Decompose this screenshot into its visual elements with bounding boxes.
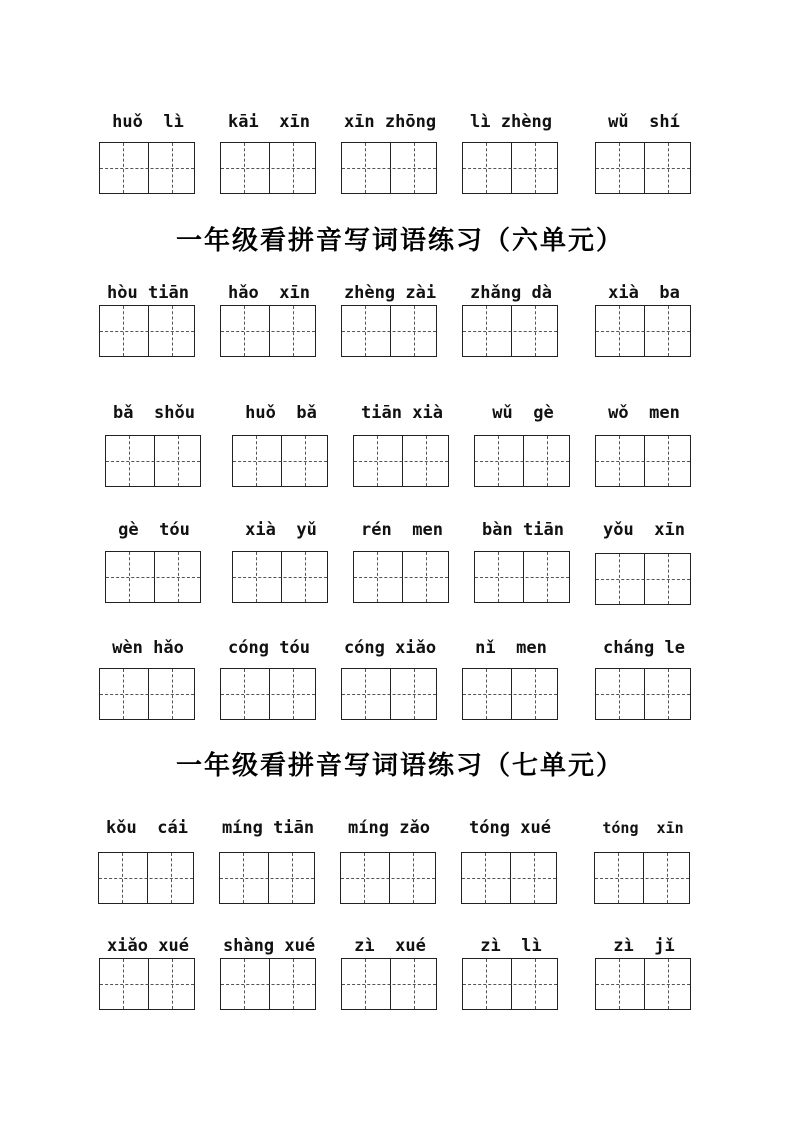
writing-grid[interactable] [232, 435, 328, 487]
writing-grid[interactable] [105, 551, 201, 603]
pinyin-label: kāi xīn [228, 112, 310, 132]
writing-grid[interactable] [341, 668, 437, 720]
pinyin-label: tóng xīn [602, 819, 684, 837]
writing-grid[interactable] [220, 668, 316, 720]
pinyin-label: cháng le [603, 638, 685, 658]
pinyin-label: bàn tiān [482, 520, 564, 540]
pinyin-label: wǒ men [608, 403, 680, 423]
pinyin-label: míng zǎo [348, 818, 430, 838]
writing-grid[interactable] [232, 551, 328, 603]
pinyin-label: míng tiān [221, 818, 315, 838]
pinyin-label: xiǎo xué [107, 936, 189, 956]
writing-grid[interactable] [594, 852, 690, 904]
pinyin-label: cóng tóu [228, 638, 310, 658]
writing-grid[interactable] [99, 668, 195, 720]
writing-grid[interactable] [219, 852, 315, 904]
pinyin-label: kǒu cái [106, 818, 188, 838]
writing-grid[interactable] [220, 958, 316, 1010]
pinyin-label: wǔ gè [492, 403, 554, 423]
pinyin-label: gè tóu [118, 520, 190, 540]
pinyin-label: lì zhèng [470, 112, 552, 132]
pinyin-label: zì lì [480, 936, 542, 956]
writing-grid[interactable] [353, 435, 449, 487]
pinyin-label: rén men [361, 520, 443, 540]
writing-grid[interactable] [98, 852, 194, 904]
writing-grid[interactable] [595, 435, 691, 487]
pinyin-label: bǎ shǒu [113, 403, 195, 423]
pinyin-label: nǐ men [475, 638, 547, 658]
pinyin-label: zhèng zài [343, 283, 437, 303]
writing-grid[interactable] [220, 305, 316, 357]
pinyin-label: zì xué [354, 936, 426, 956]
pinyin-label: xià yǔ [245, 520, 317, 540]
pinyin-label: huǒ bǎ [245, 403, 317, 423]
pinyin-label: huǒ lì [112, 112, 184, 132]
pinyin-label: shàng xué [222, 936, 316, 956]
pinyin-label: hǎo xīn [228, 283, 310, 303]
writing-grid[interactable] [462, 668, 558, 720]
writing-grid[interactable] [105, 435, 201, 487]
pinyin-label: wǔ shí [608, 112, 680, 132]
writing-grid[interactable] [99, 305, 195, 357]
writing-grid[interactable] [474, 435, 570, 487]
pinyin-label: cóng xiǎo [343, 638, 437, 658]
writing-grid[interactable] [340, 852, 436, 904]
writing-grid[interactable] [595, 958, 691, 1010]
section-title-unit-6: 一年级看拼音写词语练习（六单元） [175, 226, 624, 256]
pinyin-label: zì jǐ [613, 936, 675, 956]
pinyin-label: tiān xià [361, 403, 443, 423]
pinyin-label: xià ba [608, 283, 680, 303]
writing-grid[interactable] [461, 852, 557, 904]
pinyin-label: hòu tiān [107, 283, 189, 303]
writing-grid[interactable] [595, 305, 691, 357]
writing-grid[interactable] [341, 142, 437, 194]
writing-grid[interactable] [341, 958, 437, 1010]
writing-grid[interactable] [462, 142, 558, 194]
pinyin-label: wèn hǎo [112, 638, 184, 658]
writing-grid[interactable] [595, 142, 691, 194]
writing-grid[interactable] [474, 551, 570, 603]
writing-grid[interactable] [99, 958, 195, 1010]
writing-grid[interactable] [595, 668, 691, 720]
writing-grid[interactable] [341, 305, 437, 357]
writing-grid[interactable] [220, 142, 316, 194]
writing-grid[interactable] [462, 958, 558, 1010]
pinyin-label: tóng xué [469, 818, 551, 838]
pinyin-label: xīn zhōng [343, 112, 437, 132]
pinyin-label: zhǎng dà [470, 283, 552, 303]
writing-grid[interactable] [595, 553, 691, 605]
writing-grid[interactable] [99, 142, 195, 194]
section-title-unit-7: 一年级看拼音写词语练习（七单元） [175, 751, 624, 781]
writing-grid[interactable] [353, 551, 449, 603]
pinyin-label: yǒu xīn [603, 520, 685, 540]
writing-grid[interactable] [462, 305, 558, 357]
